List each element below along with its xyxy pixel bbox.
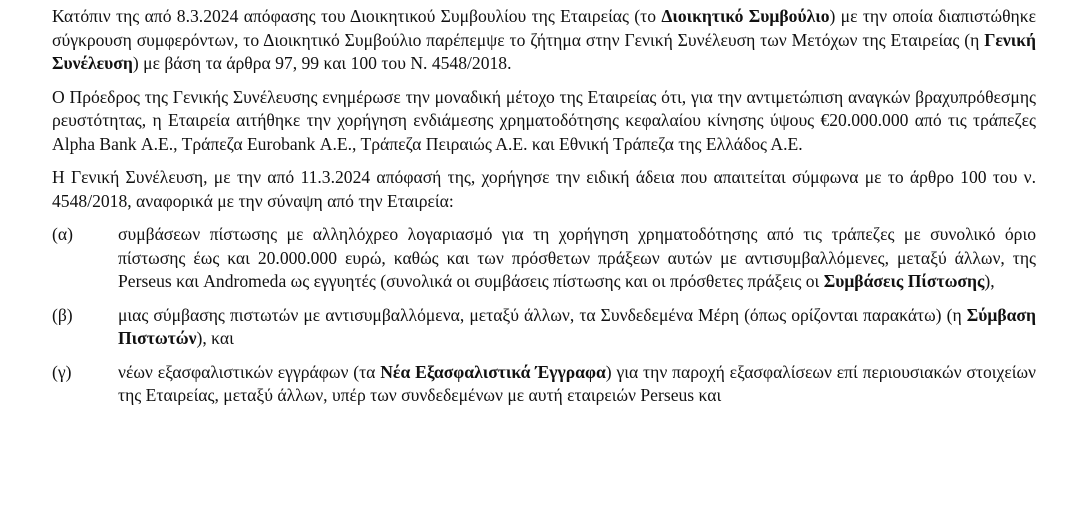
list-item-label: (γ) [52,361,72,382]
list-item-label: (α) [52,224,73,244]
list-item-text: ), [984,271,995,291]
list-item-body [118,304,1036,351]
defined-term: Σύμβαση Πιστωτών [118,304,1036,348]
list-item-text: ) για την παροχή εξασφαλίσεων επί περιουσιακών στοιχείων της Εταιρείας, μεταξύ άλλων, υπέρ των συνδεδεμένων με αυτή εταιρειών Perseus και [118,361,1036,405]
list-item-text: συμβάσεων πίστωσης με αλληλόχρεο λογαριασμό για τη χορήγηση χρηματοδότησης από τις τράπεζες με συνολικό όριο πίστωσης έως και 20.000.000 ευρώ, καθώς και των πρόσθετων πράξεων αυτών με αντισυμβαλλόμενες, μεταξύ άλλων, της Perseus και Andromeda ως εγγυητές (συνολικά οι συμβάσεις πίστωσης και οι πρόσθετες πράξεις οι [118,224,1036,291]
paragraph-board-decision [52,5,1036,76]
list-item [52,361,1036,408]
list-item-body [118,361,1036,408]
list-item-body [118,223,1036,294]
defined-term: Συμβάσεις Πίστωσης [823,271,985,291]
defined-term: Γενική Συνέλευση [52,29,1036,73]
list-item-text: μιας σύμβασης πιστωτών με αντισυμβαλλόμενα, μεταξύ άλλων, τα Συνδεδεμένα Μέρη (όπως ορίζονται παρακάτω) (η [118,304,967,325]
list-item-label: (β) [52,304,73,325]
list-item-text: νέων εξασφαλιστικών εγγράφων (τα [118,361,381,382]
list-item-text: ), και [196,328,234,348]
paragraph-liquidity: Ο Πρόεδρος της Γενικής Συνέλευσης ενημέρωσε την μοναδική μέτοχο της Εταιρείας ότι, για την αντιμετώπιση αναγκών βραχυπρόθεσμης ρευστότητας, η Εταιρεία αιτήθηκε την χορήγηση ενδιάμεσης χρηματοδότησης κεφαλαίου κίνησης ύψους €20.000.000 από τις τράπεζες Alpha Bank Α.Ε., Τράπεζα Eurobank Α.Ε., Τράπεζα Πειραιώς Α.Ε. και Εθνική Τράπεζα της Ελλάδος Α.Ε. [52,86,1036,154]
list-item [52,304,1036,351]
defined-term: Νέα Εξασφαλιστικά Έγγραφα [380,361,606,382]
paragraph-text: ) με βάση τα άρθρα 97, 99 και 100 του Ν. 4548/2018. [132,53,512,73]
paragraph-general-meeting: Η Γενική Συνέλευση, με την από 11.3.2024 απόφασή της, χορήγησε την ειδική άδεια που απαιτείται σύμφωνα με το άρθρο 100 του ν. 4548/2018, αναφορικά με την σύναψη από την Εταιρεία: [52,167,1036,211]
document-body [52,5,1036,418]
paragraph-text: Κατόπιν της από 8.3.2024 απόφασης του Διοικητικού Συμβουλίου της Εταιρείας (το [52,6,662,26]
list-item [52,223,1036,294]
paragraph-text: ) με την οποία διαπιστώθηκε σύγκρουση συμφερόντων, το Διοικητικό Συμβούλιο παρέπεμψε το ζήτημα στην Γενική Συνέλευση των Μετόχων της Εταιρείας (η [52,6,1036,50]
defined-term: Διοικητικό Συμβούλιο [661,6,830,26]
